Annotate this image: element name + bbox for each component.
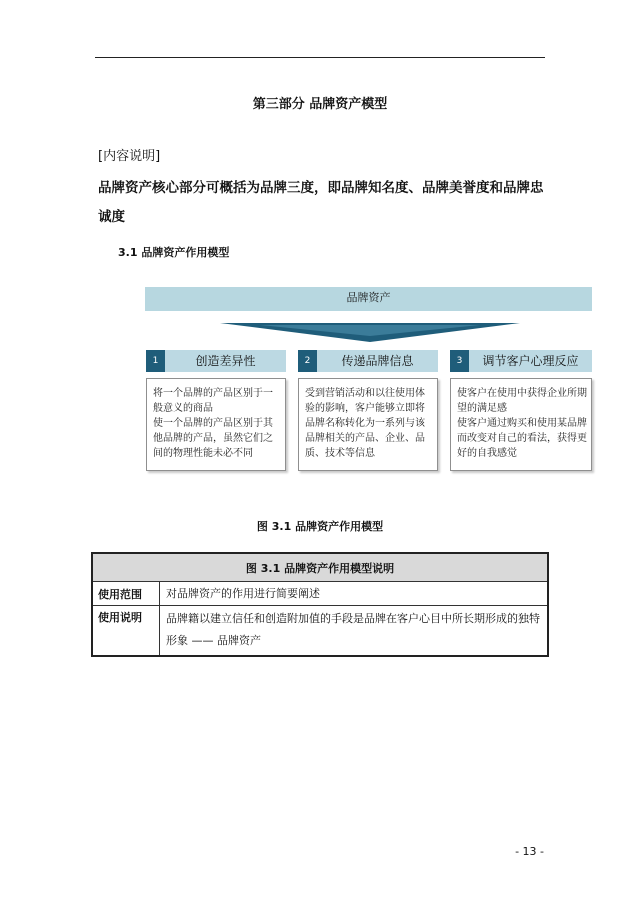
step-description-2 [298, 378, 438, 471]
header-rule [95, 57, 545, 58]
chevron-down-icon [220, 321, 520, 343]
table-header-row [92, 553, 548, 582]
table-row-value: 品牌籍以建立信任和创造附加值的手段是品牌在客户心目中所长期形成的独特形象 —— 品牌资产 [160, 606, 549, 657]
table-title: 图 3.1 品牌资产作用模型说明 [92, 553, 548, 582]
step-label-3: 调节客户心理反应 [482, 354, 579, 368]
summary-paragraph: 品牌资产核心部分可概括为品牌三度，即品牌知名度、品牌美誉度和品牌忠诚度 [98, 180, 544, 225]
figure-caption: 图 3.1 品牌资产作用模型 [256, 520, 384, 533]
step-label-1: 创造差异性 [195, 354, 256, 368]
table-row-label: 使用说明 [92, 606, 160, 657]
step-description-1 [146, 378, 286, 471]
brand-asset-banner: 品牌资产 [145, 287, 592, 311]
table-row [92, 582, 548, 606]
step-number-2: 2 [298, 350, 317, 372]
step-number-3: 3 [450, 350, 469, 372]
table-row-label: 使用范围 [92, 582, 160, 606]
step-1-line-1: 将一个品牌的产品区别于一般意义的商品 [153, 388, 273, 414]
table-row [92, 606, 548, 657]
step-description-3 [450, 378, 592, 471]
table-row-value: 对品牌资产的作用进行简要阐述 [160, 582, 549, 606]
step-header-2 [298, 350, 438, 372]
subsection-heading: 3.1 品牌资产作用模型 [118, 246, 230, 259]
step-1-line-2: 使一个品牌的产品区别于其他品牌的产品，虽然它们之间的物理性能未必不同 [153, 418, 273, 459]
step-header-3 [450, 350, 592, 372]
step-3-line-2: 使客户通过购买和使用某品牌而改变对自己的看法，获得更好的自我感觉 [457, 418, 587, 459]
step-label-2: 传递品牌信息 [341, 354, 414, 368]
step-header-1 [146, 350, 286, 372]
page-number: - 13 - [515, 845, 544, 858]
model-description-table [91, 552, 549, 657]
content-note-label: [内容说明] [98, 149, 161, 164]
section-title: 第三部分 品牌资产模型 [252, 97, 388, 112]
step-2-line-1: 受到营销活动和以往使用体验的影响，客户能够立即将品牌名称转化为一系列与该品牌相关的产品、企业、品质、技术等信息 [305, 388, 425, 459]
step-number-1: 1 [146, 350, 165, 372]
step-3-line-1: 使客户在使用中获得企业所期望的满足感 [457, 388, 587, 414]
